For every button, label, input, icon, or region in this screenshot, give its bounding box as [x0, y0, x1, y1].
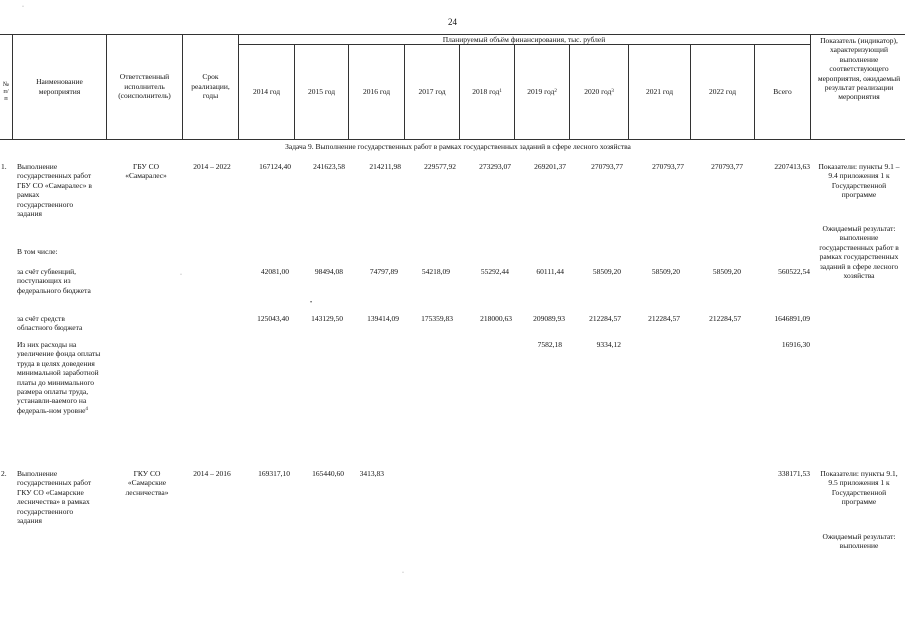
wage-total: 16916,30: [781, 340, 810, 349]
wage-value-2019: 7582,18: [537, 340, 562, 349]
header-num: № п/п: [2, 81, 10, 102]
federal-value-2015: 98494,08: [314, 267, 343, 276]
header-year-2020: 2020 год 3: [584, 87, 614, 97]
regional-value-2015: 143129,50: [311, 314, 343, 323]
header-year-2017: 2017 год: [418, 87, 446, 97]
row2-num: 2.: [1, 469, 7, 478]
regional-value-2016: 139414,09: [367, 314, 399, 323]
header-year-2018: 2018 год 1: [472, 87, 502, 97]
federal-value-2019: 60111,44: [536, 267, 564, 276]
row1-value-2018: 273293,07: [479, 162, 511, 171]
row2-value-2015: 165440,60: [312, 469, 344, 478]
row2-expected-result: Ожидаемый результат: выполнение: [822, 532, 896, 551]
header-responsible: Ответственный исполнитель (соисполнитель): [118, 72, 171, 101]
header-year-2015: 2015 год: [307, 87, 336, 97]
row1-expected-result: Ожидаемый результат: выполнение государственных работ в рамках государственных заданий в сфере лесного хозяйства: [819, 224, 899, 281]
scan-speck: •: [310, 300, 313, 306]
row1-value-2019: 269201,37: [534, 162, 566, 171]
scan-speck: ·: [22, 4, 24, 10]
row1-value-2022: 270793,77: [711, 162, 743, 171]
regional-value-2022: 212284,57: [709, 314, 741, 323]
row1-value-2021: 270793,77: [652, 162, 684, 171]
row1-responsible: ГБУ СО «Самаралес»: [125, 162, 167, 181]
federal-value-2020: 58509,20: [592, 267, 621, 276]
federal-row-name: за счёт субвенций, поступающих из федерального бюджета: [17, 267, 91, 295]
regional-total: 1646891,09: [774, 314, 810, 323]
row1-indicator: Показатели: пункты 9.1 – 9.4 приложения 1 к Государственной программе: [818, 162, 900, 200]
row1-value-2016: 214211,98: [369, 162, 401, 171]
regional-value-2018: 218000,63: [480, 314, 512, 323]
wage-value-2020: 9334,12: [596, 340, 621, 349]
federal-value-2021: 58509,20: [651, 267, 680, 276]
header-year-2019: 2019 год 2: [527, 87, 557, 97]
row1-term: 2014 – 2022: [193, 162, 231, 171]
row1-total: 2207413,63: [774, 162, 810, 171]
header-total: Всего: [773, 87, 792, 97]
federal-value-2022: 58509,20: [712, 267, 741, 276]
header-indicator: Показатель (индикатор), характеризующий выполнение соответствующего мероприятия, ожидаемый результат реализации мероприятия: [817, 36, 901, 102]
regional-value-2014: 125043,40: [257, 314, 289, 323]
federal-total: 560522,54: [778, 267, 810, 276]
row1-value-2014: 167124,40: [259, 162, 291, 171]
row2-total: 338171,53: [778, 469, 810, 478]
row2-value-2014: 169317,10: [258, 469, 290, 478]
row1-value-2020: 270793,77: [591, 162, 623, 171]
funding-title: Планируемый объём финансирования, тыс. рублей: [442, 35, 606, 44]
federal-value-2016: 74797,89: [369, 267, 398, 276]
col-divider: [810, 34, 811, 139]
regional-value-2017: 175359,83: [421, 314, 453, 323]
including-label: В том числе:: [17, 247, 58, 256]
header-year-2022: 2022 год: [708, 87, 737, 97]
header-name: Наименование мероприятия: [36, 77, 83, 96]
federal-value-2017: 54218,09: [421, 267, 450, 276]
regional-value-2019: 209089,93: [533, 314, 565, 323]
regional-row-name: за счёт средств областного бюджета: [17, 314, 83, 333]
header-year-2014: 2014 год: [252, 87, 281, 97]
row2-responsible: ГКУ СО «Самарские лесничества»: [125, 469, 169, 497]
row1-value-2017: 229577,92: [424, 162, 456, 171]
wage-row-name: Из них расходы на увеличение фонда оплаты труда в целях доведения минимальной заработной платы до минимального размера оплаты труда, устанавли-ваемого на федераль-ном уровне$^4$: [17, 340, 101, 415]
task-title: Задача 9. Выполнение государственных работ в рамках государственных заданий в сфере лесного хозяйства: [285, 142, 631, 151]
row2-name: Выполнение государственных работ ГКУ СО «Самарские лесничества» в рамках государственного задания: [17, 469, 92, 526]
row2-term: 2014 – 2016: [193, 469, 231, 478]
federal-value-2014: 42081,00: [260, 267, 289, 276]
header-year-2021: 2021 год: [645, 87, 674, 97]
federal-value-2018: 55292,44: [480, 267, 509, 276]
row1-num: 1.: [1, 162, 7, 171]
header-bottom-border: [0, 139, 905, 140]
scan-speck: ·: [180, 272, 182, 278]
row1-value-2015: 241623,58: [313, 162, 345, 171]
row1-name: Выполнение государственных работ ГБУ СО «Самаралес» в рамках государственного задания: [17, 162, 92, 219]
header-year-2016: 2016 год: [362, 87, 391, 97]
scan-speck: ·: [402, 570, 404, 576]
regional-value-2020: 212284,57: [589, 314, 621, 323]
regional-value-2021: 212284,57: [648, 314, 680, 323]
row2-value-2016: 3413,83: [359, 469, 384, 478]
page-number: 24: [448, 17, 457, 27]
header-term: Срок реализации, годы: [191, 72, 230, 101]
row2-indicator: Показатели: пункты 9.1, 9.5 приложения 1 к Государственной программе: [820, 469, 898, 507]
